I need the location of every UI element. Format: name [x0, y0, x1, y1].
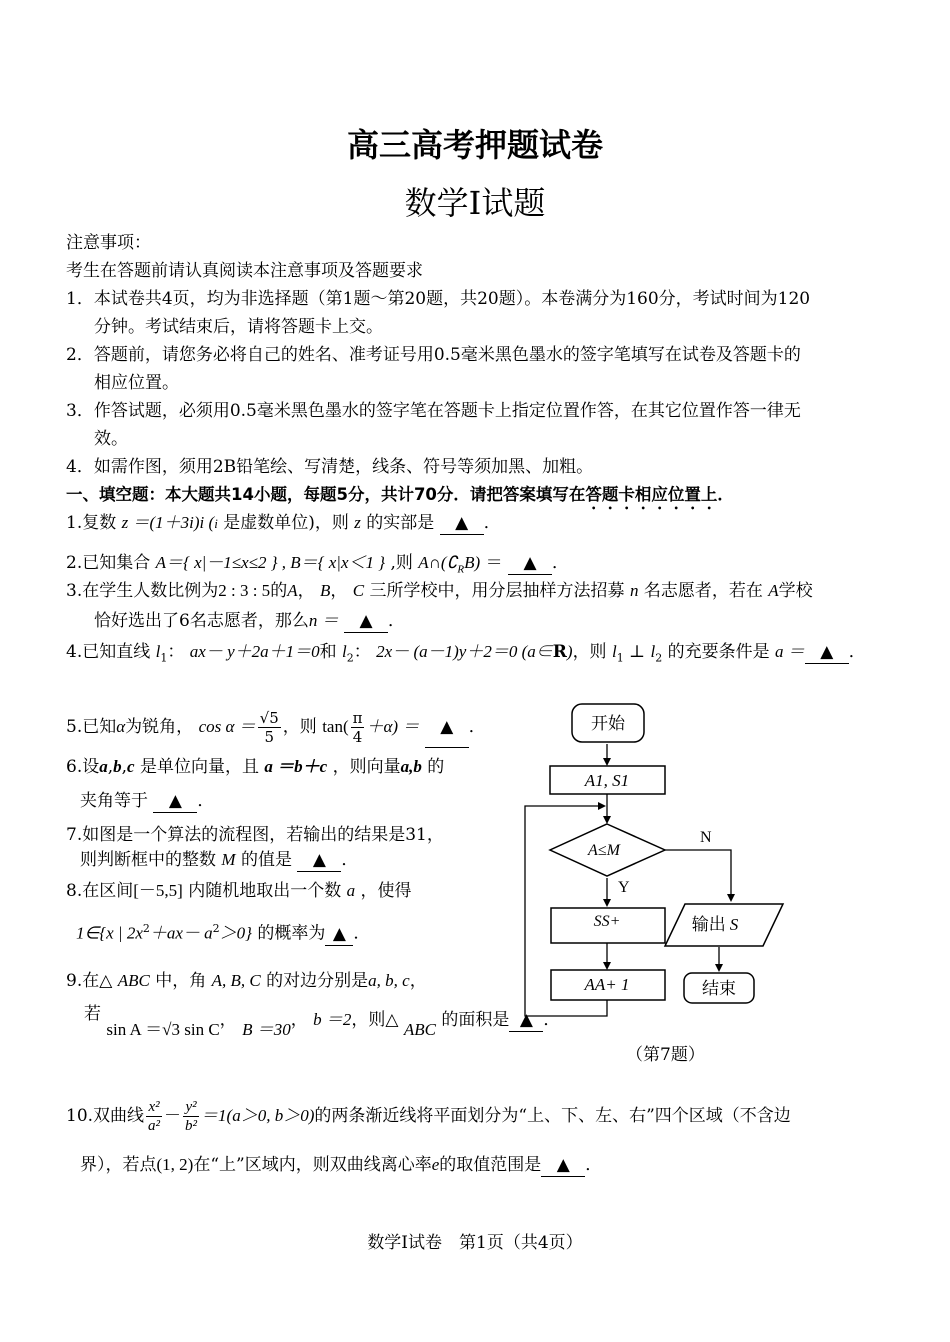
- q4-paren: ): [566, 642, 573, 661]
- question-3: [66, 580, 813, 602]
- q8-text2: 内随机地取出一个数: [188, 881, 342, 901]
- q5-end: ．: [468, 717, 486, 737]
- answer-blank: ▲: [541, 1154, 585, 1177]
- q1-expr: z ＝(1＋3i)i (: [121, 513, 215, 532]
- exam-subtitle: 数学Ⅰ试题: [404, 184, 546, 222]
- answer-blank: ▲: [325, 923, 353, 946]
- flow-yes-label: Y: [618, 879, 630, 896]
- q9-sides: a, b, c: [368, 971, 410, 990]
- exam-title: 高三高考押题试卷: [346, 126, 603, 164]
- q6-de: 的: [427, 757, 445, 777]
- q3-comma1: ，: [297, 581, 315, 601]
- flow-step1-label: SS+: [593, 913, 621, 930]
- q1-text2: 是虚数单位)，则: [223, 513, 349, 533]
- q10-text: 10.双曲线: [66, 1106, 145, 1126]
- q3-c: C: [352, 581, 365, 600]
- q6-text2: 是单位向量，且: [140, 757, 259, 777]
- q2-expr: A∩(∁: [418, 553, 458, 572]
- q8-end: ．: [353, 923, 371, 944]
- q7-m: M: [221, 850, 236, 869]
- flow-output-text: 输出: [691, 915, 726, 934]
- q10-frac2: [183, 1098, 199, 1135]
- q9-text: 9.在△: [66, 971, 113, 991]
- q4-a-eq: a ＝: [775, 642, 805, 661]
- q3-a: A: [287, 581, 298, 600]
- q5-fraction: [258, 709, 281, 746]
- q2-then: ,则: [390, 553, 413, 573]
- answer-blank: ▲: [509, 1009, 543, 1032]
- q3-text: 3.在学生人数比例为: [66, 581, 219, 601]
- q4-and: 和: [319, 642, 337, 662]
- q7-line2-text: 则判断框中的整数: [80, 850, 216, 870]
- answer-blank: ▲: [508, 552, 552, 575]
- q8-sup1: 2: [142, 922, 150, 935]
- q4-eq2: 2x－ (a－1)y＋2＝0 (a∈: [376, 642, 553, 661]
- arrow-cond-output: [665, 850, 731, 900]
- notice-item-3-line2: 效。: [94, 429, 128, 449]
- q6-c1: ,: [107, 757, 114, 777]
- q6-eq: a ＝b＋c: [264, 757, 328, 776]
- flow-step2-label: AA+ 1: [584, 975, 630, 994]
- q6-text3: ，则向量: [332, 757, 401, 777]
- page-footer: 数学Ⅰ试卷 第1页（共4页）: [367, 1233, 583, 1253]
- answer-blank: ▲: [440, 512, 484, 535]
- q8-set1: 1∈{x | 2x: [76, 923, 143, 943]
- q3-text4: 学校: [778, 581, 813, 601]
- q5-text2: 为锐角，: [125, 717, 194, 737]
- q10-num2: y²: [183, 1098, 199, 1117]
- q7-text2: 的值是: [240, 850, 292, 870]
- q6-c: c: [127, 757, 135, 776]
- q5-cos: cos α ＝: [198, 717, 256, 736]
- notice-heading: 注意事项：: [66, 233, 151, 253]
- q2-text: 2.已知集合: [66, 553, 151, 573]
- q2-eq: ＝: [485, 553, 503, 573]
- q9-ruo: 若: [84, 1004, 101, 1024]
- q6-a: a: [99, 757, 108, 776]
- q2-b: B): [464, 553, 481, 572]
- q3-b: B: [319, 581, 331, 600]
- q9-comma3: ，: [290, 1010, 308, 1030]
- answer-blank: ▲: [297, 849, 341, 872]
- q8-interval: [－5,5]: [133, 881, 183, 900]
- q4-colon2: ：: [353, 642, 371, 662]
- q10-eq: ＝1(a＞0, b＞0): [201, 1106, 315, 1125]
- q2-end: ．: [552, 553, 569, 573]
- q5-num: √5: [259, 709, 279, 727]
- q10-num1: x²: [146, 1098, 162, 1117]
- q5-fraction2: [351, 709, 365, 746]
- flowchart: [515, 700, 795, 1040]
- q6-line2-text: 夹角等于: [80, 791, 148, 811]
- q3-ratio: 2 : 3 : 5: [218, 581, 271, 600]
- q2-sets: A＝{ x|－1≤x≤2 } , B＝{ x|x＜1 }: [155, 553, 386, 572]
- q10-end: ．: [585, 1155, 603, 1175]
- notice-item-2-line1: 2．答题前，请您务必将自己的姓名、准考证号用0.5毫米黑色墨水的签字笔填写在试卷及答题卡的: [66, 345, 801, 365]
- flow-output-var: S: [729, 915, 739, 934]
- q1-i: i: [214, 516, 218, 531]
- question-9: [66, 970, 427, 992]
- q5-text: 5.已知: [66, 717, 117, 737]
- q9-text4: 的面积是: [441, 1010, 510, 1030]
- q5-den2: 4: [352, 728, 363, 746]
- notice-item-1-line1: 1．本试卷共4页，均为非选择题（第1题～第20题，共20题）。本卷满分为160分，考试时间为120: [66, 289, 811, 309]
- q9-text3: 的对边分别是: [266, 971, 369, 991]
- q10-den2: b²: [185, 1118, 198, 1134]
- q8-text: 8.在区间: [66, 881, 134, 901]
- question-8-line2: [76, 918, 370, 946]
- q1-end: ．: [483, 513, 501, 533]
- q4-perp: ⊥: [623, 642, 651, 662]
- notice-intro: 考生在答题前请认真阅读本注意事项及答题要求: [66, 261, 423, 281]
- q5-alpha: α: [116, 717, 126, 736]
- q4-r: R: [552, 642, 567, 662]
- q9-then: ，则△: [351, 1010, 399, 1030]
- q4-l2: l: [342, 642, 347, 661]
- question-10-line2: [80, 1154, 602, 1177]
- answer-blank: ▲: [425, 707, 469, 748]
- flow-no-label: N: [700, 829, 712, 846]
- q3-n: n: [629, 581, 639, 600]
- q6-ab: a,b: [400, 757, 422, 776]
- q3-line2-text: 恰好选出了6名志愿者，那么: [94, 611, 309, 631]
- q5-tan: tan(: [322, 717, 349, 736]
- q5-then: ，则: [282, 717, 317, 737]
- flow-end-label: 结束: [702, 979, 736, 998]
- q4-l1b-sub: 1: [616, 651, 624, 665]
- q1-z: z: [354, 513, 361, 532]
- question-6-line2: [80, 790, 214, 813]
- q10-point: (1, 2): [156, 1155, 194, 1174]
- q9-b2: b ＝2: [313, 1010, 352, 1029]
- q9-abc: ABC: [117, 971, 150, 990]
- question-4: [66, 641, 866, 669]
- q6-c2: ,: [121, 757, 128, 777]
- flow-init-label: A1, S1: [584, 771, 630, 790]
- question-6: [66, 756, 444, 778]
- q4-l2b: l: [650, 642, 656, 661]
- notice-item-1-line2: 分钟。考试结束后，请将答题卡上交。: [94, 317, 383, 337]
- q3-text2: 三所学校中，用分层抽样方法招募: [369, 581, 625, 601]
- q4-colon1: ：: [167, 642, 185, 662]
- q10-e: e: [431, 1155, 440, 1174]
- q6-b: b: [113, 757, 122, 776]
- section1-heading-main: 一、填空题：本大题共14小题，每题5分，共计70分．请把答案填写在: [66, 485, 586, 504]
- q6-end: ．: [197, 791, 215, 811]
- q8-set2: ＋ax－ a: [149, 923, 213, 943]
- q1-text: 1.复数: [66, 513, 117, 533]
- q4-eq1: ax－ y＋2a＋1＝0: [189, 642, 320, 661]
- q5-rest: ＋α) ＝: [366, 717, 420, 736]
- section1-heading-emph: 答题卡相应位置上: [585, 485, 718, 504]
- question-7: 7.如图是一个算法的流程图，若输出的结果是31，: [66, 825, 444, 845]
- q3-de: 的: [270, 581, 288, 601]
- q10-text3: 在“上”区域内，则双曲线离心率: [193, 1155, 432, 1175]
- q9-abc2: ABC: [403, 1020, 436, 1039]
- q5-num2: π: [352, 709, 363, 727]
- q5-den: 5: [264, 728, 274, 746]
- q9-angles: A, B, C: [211, 971, 261, 990]
- q4-l2b-sub: 2: [655, 651, 663, 665]
- q3-text3: 名志愿者，若在: [643, 581, 763, 601]
- q4-then: ，则: [572, 642, 607, 662]
- notice-item-2-line2: 相应位置。: [94, 373, 179, 393]
- q4-l2-sub: 2: [346, 651, 354, 665]
- q3-a2: A: [768, 581, 779, 600]
- question-7-line2: [80, 849, 358, 872]
- q9-end: ．: [543, 1010, 561, 1030]
- q10-den1: a²: [148, 1118, 161, 1134]
- section1-heading: [66, 484, 734, 513]
- flow-start-label: 开始: [591, 714, 625, 733]
- flow-output-label: [692, 915, 739, 934]
- q9-sin: sin A ＝√3 sin C: [106, 1020, 220, 1039]
- question-10: [66, 1094, 791, 1138]
- q4-end: ．: [848, 642, 866, 662]
- q9-comma2: ，: [219, 1010, 237, 1030]
- q4-l1-sub: 1: [160, 651, 168, 665]
- q10-line2-text: 界），若点: [80, 1155, 157, 1175]
- q10-text4: 的取值范围是: [439, 1155, 542, 1175]
- answer-blank: ▲: [344, 610, 388, 633]
- answer-blank: ▲: [153, 790, 197, 813]
- q6-text: 6.设: [66, 757, 100, 777]
- q4-text2: 的充要条件是: [667, 642, 770, 662]
- answer-blank: ▲: [805, 641, 849, 664]
- q9-comma: ，: [409, 971, 427, 991]
- q4-l1b: l: [611, 642, 617, 661]
- q8-text3: ，使得: [360, 881, 412, 901]
- q10-minus: －: [164, 1106, 182, 1126]
- q8-sup2: 2: [212, 922, 220, 935]
- q8-a: a: [346, 881, 356, 900]
- q9-b30: B ＝30: [242, 1020, 291, 1039]
- flow-condition-label: A≤M: [588, 842, 620, 859]
- question-5: [66, 707, 486, 748]
- question-1: [66, 512, 501, 535]
- q3-end: ．: [387, 611, 405, 631]
- question-3-line2: [94, 610, 405, 633]
- question-9-line2: [84, 1003, 560, 1041]
- q4-l1: l: [155, 642, 161, 661]
- section1-heading-end: ．: [717, 485, 734, 504]
- q8-set3: ＞0}: [219, 923, 252, 943]
- q8-text4: 的概率为: [257, 923, 326, 944]
- q4-text: 4.已知直线: [66, 642, 151, 662]
- question-8: [66, 880, 412, 902]
- question-2: [66, 552, 569, 580]
- flowchart-caption: （第7题）: [626, 1045, 705, 1065]
- q3-comma2: ，: [330, 581, 348, 601]
- q10-frac1: [146, 1098, 162, 1135]
- q3-n-eq: n ＝: [308, 611, 339, 630]
- notice-item-4-line1: 4．如需作图，须用2B铅笔绘、写清楚，线条、符号等须加黑、加粗。: [66, 457, 594, 477]
- q7-end: ．: [341, 850, 359, 870]
- q9-text2: 中，角: [155, 971, 207, 991]
- q2-r: R: [457, 563, 465, 576]
- q10-text2: 的两条渐近线将平面划分为“上、下、左、右”四个区域（不含边: [314, 1106, 791, 1126]
- notice-item-3-line1: 3．作答试题，必须用0.5毫米黑色墨水的签字笔在答题卡上指定位置作答，在其它位置作答一律无: [66, 401, 801, 421]
- q1-text3: 的实部是: [366, 513, 435, 533]
